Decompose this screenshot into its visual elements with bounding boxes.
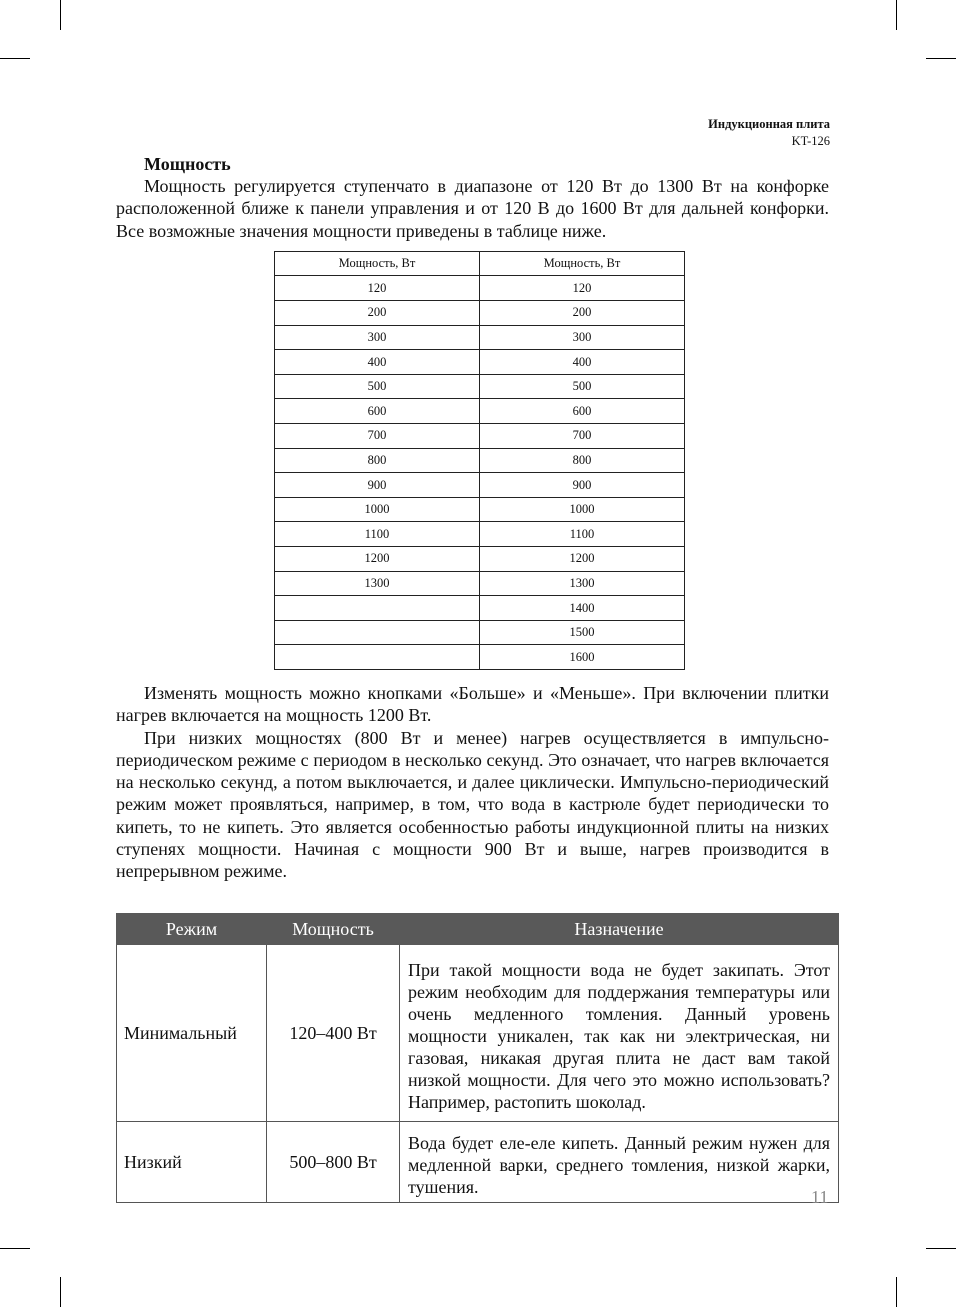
mode-cell: Минимальный (117, 945, 267, 1122)
table-row (275, 276, 685, 301)
power-cell: 1500 (480, 620, 685, 645)
power-cell: 200 (275, 301, 480, 326)
page-content (116, 153, 829, 883)
purpose-cell: При такой мощности вода не будет закипать. Этот режим необходим для поддержания температуры или очень медленного томления. Данный уровень мощности уникален, так как ни электрическая, ни газовая, никакая другая плита не даст вам такой низкой мощности. Для чего это можно использовать? Например, растопить шоколад. (400, 945, 839, 1122)
purpose-cell: Вода будет еле-еле кипеть. Данный режим нужен для медленной варки, среднего томления, низкой жарки, тушения. (400, 1122, 839, 1203)
power-cell: 400 (480, 350, 685, 375)
power-cell: 600 (480, 399, 685, 424)
power-cell: 120 (480, 276, 685, 301)
table-row (275, 522, 685, 547)
power-cell: 1300 (480, 571, 685, 596)
modes-header-mode: Режим (117, 914, 267, 945)
table-row (117, 945, 839, 1122)
intro-paragraph: Мощность регулируется ступенчато в диапазоне от 120 Вт до 1300 Вт на конфорке расположенной ближе к панели управления и от 120 В до 1600 Вт для дальней конфорки. Все возможные значения мощности приведены в таблице ниже. (116, 176, 829, 241)
mode-cell: Низкий (117, 1122, 267, 1203)
table-row (275, 399, 685, 424)
table-row (275, 596, 685, 621)
table-header-row (275, 251, 685, 276)
pulse-mode-paragraph: При низких мощностях (800 Вт и менее) нагрев осуществляется в импульсно-периодическом режиме с периодом в несколько секунд. Это означает, что нагрев включается на несколько секунд, а потом выключается, и далее циклически. Импульсно-периодический режим может проявляться, например, в том, что вода в кастрюле будет периодически то кипеть, то не кипеть. Это является особенностью работы индукционной плиты на низких ступенях мощности. Начиная с мощности 900 Вт и выше, нагрев производится в непрерывном режиме. (116, 727, 829, 882)
power-cell: 120–400 Вт (267, 945, 400, 1122)
table-row (275, 547, 685, 572)
power-cell: 1200 (480, 547, 685, 572)
power-cell: 1000 (480, 497, 685, 522)
table-header-row (117, 914, 839, 945)
power-cell: 600 (275, 399, 480, 424)
power-cell: 500–800 Вт (267, 1122, 400, 1203)
table-row (275, 301, 685, 326)
power-cell: 1600 (480, 645, 685, 670)
power-cell: 500 (275, 374, 480, 399)
table-row (275, 325, 685, 350)
table-row (275, 424, 685, 449)
power-cell: 120 (275, 276, 480, 301)
crop-mark (926, 58, 956, 59)
header-model: KT-126 (791, 134, 830, 148)
crop-mark (926, 1248, 956, 1249)
crop-mark (60, 1277, 61, 1307)
power-cell: 400 (275, 350, 480, 375)
power-cell (275, 620, 480, 645)
table-row (275, 473, 685, 498)
buttons-paragraph: Изменять мощность можно кнопками «Больше» и «Меньше». При включении плитки нагрев включается на мощность 1200 Вт. (116, 682, 829, 726)
power-cell: 500 (480, 374, 685, 399)
modes-header-purpose: Назначение (400, 914, 839, 945)
power-cell: 900 (480, 473, 685, 498)
section-title: Мощность (144, 154, 231, 174)
power-cell (275, 596, 480, 621)
power-cell: 1100 (275, 522, 480, 547)
power-table-header: Мощность, Вт (275, 251, 480, 276)
power-cell: 1200 (275, 547, 480, 572)
power-cell: 300 (275, 325, 480, 350)
table-row (275, 374, 685, 399)
power-cell: 200 (480, 301, 685, 326)
table-row (275, 571, 685, 596)
table-row (275, 448, 685, 473)
header-product: Индукционная плита (708, 117, 830, 131)
crop-mark (0, 58, 30, 59)
crop-mark (0, 1248, 30, 1249)
power-table (274, 251, 685, 670)
table-row (275, 497, 685, 522)
modes-header-power: Мощность (267, 914, 400, 945)
power-cell: 700 (480, 424, 685, 449)
running-header (708, 116, 830, 150)
crop-mark (896, 1277, 897, 1307)
table-row (275, 620, 685, 645)
power-cell: 800 (275, 448, 480, 473)
page-number: 11 (811, 1187, 829, 1207)
table-row (275, 645, 685, 670)
table-row (117, 1122, 839, 1203)
table-row (275, 350, 685, 375)
power-cell: 800 (480, 448, 685, 473)
power-table-body (275, 276, 685, 670)
modes-table (116, 913, 839, 1203)
power-cell: 1000 (275, 497, 480, 522)
power-cell: 1300 (275, 571, 480, 596)
power-cell: 1400 (480, 596, 685, 621)
crop-mark (60, 0, 61, 30)
power-cell: 300 (480, 325, 685, 350)
power-cell: 900 (275, 473, 480, 498)
power-cell (275, 645, 480, 670)
power-cell: 1100 (480, 522, 685, 547)
power-table-header: Мощность, Вт (480, 251, 685, 276)
power-cell: 700 (275, 424, 480, 449)
crop-mark (896, 0, 897, 30)
